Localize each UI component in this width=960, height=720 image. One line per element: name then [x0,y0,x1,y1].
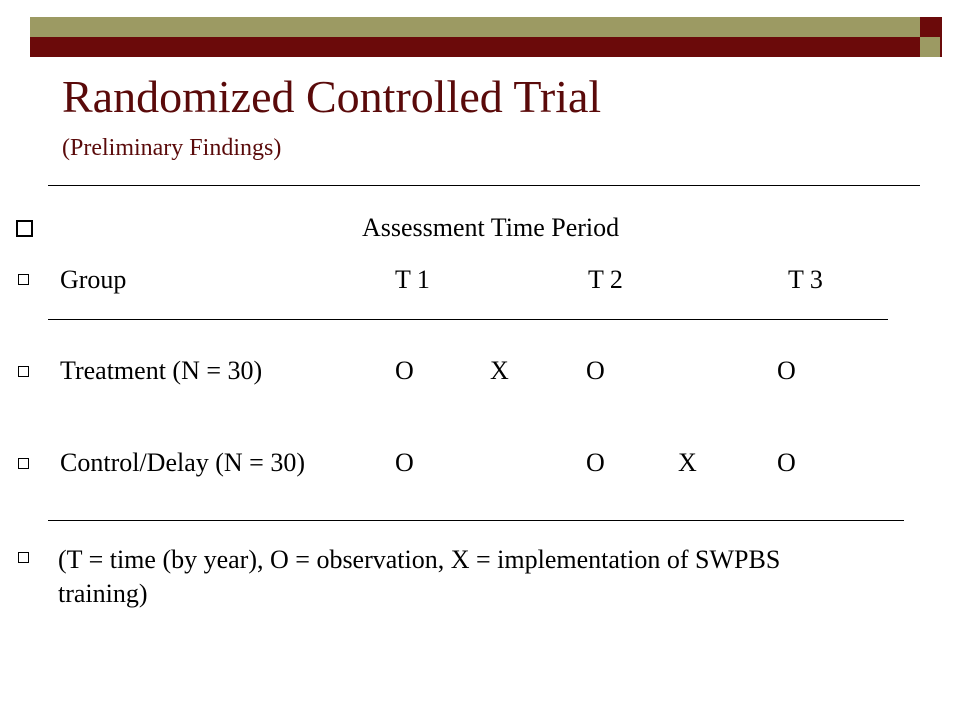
header-maroon-bar [30,37,920,57]
t3-header: T 3 [788,265,823,294]
slide-title: Randomized Controlled Trial [62,71,602,122]
bullet-square-icon [18,458,29,469]
header-olive-square [920,37,940,57]
header-corner-line [940,17,942,57]
bullet-square-icon [16,220,33,237]
legend-footnote: (T = time (by year), O = observation, X = implementation of SWPBS training) [58,545,781,608]
bullet-square-icon [18,274,29,285]
title-divider [48,185,920,186]
treatment-group-label: Treatment (N = 30) [60,356,263,385]
slide-subtitle: (Preliminary Findings) [62,135,282,161]
bullet-square-icon [18,552,29,563]
table-header-divider [48,319,888,320]
control-group-label: Control/Delay (N = 30) [60,448,306,477]
control-t2-cell: O [586,448,605,477]
control-t1-cell: O [395,448,414,477]
table-footer-divider [48,520,904,521]
bullet-square-icon [18,366,29,377]
header-maroon-square [920,17,940,37]
treatment-t1-cell: O [395,356,414,385]
group-header: Group [60,265,127,294]
treatment-intervention-cell: X [490,356,509,385]
control-t3-cell: O [777,448,796,477]
t1-header: T 1 [395,265,430,294]
treatment-t3-cell: O [777,356,796,385]
control-intervention-cell: X [678,448,697,477]
t2-header: T 2 [588,265,623,294]
assessment-time-period-label: Assessment Time Period [362,213,620,242]
treatment-t2-cell: O [586,356,605,385]
header-olive-bar [30,17,920,37]
